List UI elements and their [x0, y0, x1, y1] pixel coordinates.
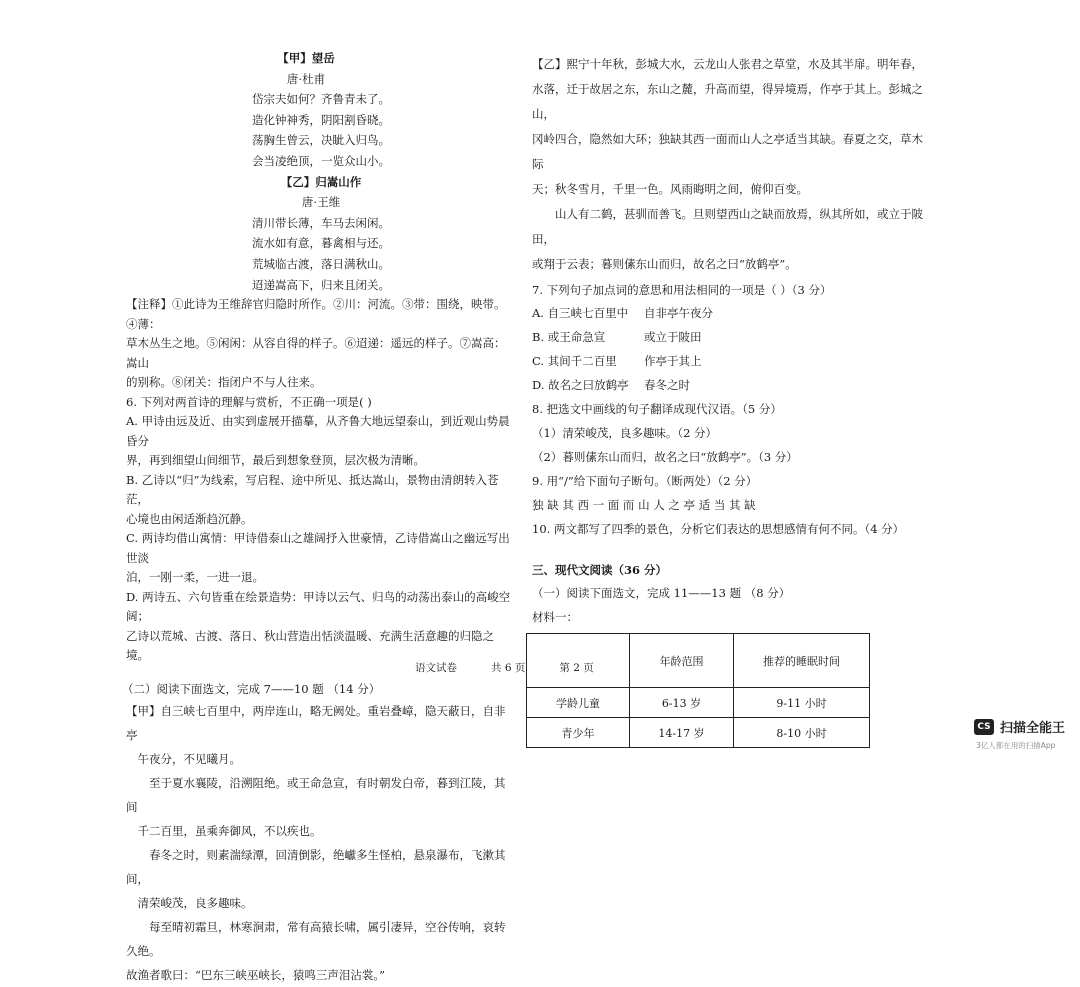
poem1-line: 岱宗夫如何？齐鲁青未了。	[252, 92, 390, 107]
passage-line: 或翔于云表；暮则傃东山而归，故名之曰“放鹤亭”。	[532, 257, 797, 271]
option-a: A. 甲诗由远及近、由实到虚展开描摹，从齐鲁大地远望泰山，到近观山势晨昏分 界，再到细望山间细节，最后到想象登顶，层次极为清晰。	[126, 414, 510, 468]
question-7	[532, 281, 927, 397]
passage-line: 千二百里，虽乘奔御风，不以疾也。	[137, 824, 322, 839]
watermark-subtitle: 3亿人都在用的扫描App	[976, 741, 1056, 750]
poem2-line: 迢递嵩高下，归来且闭关。	[252, 277, 390, 292]
question-stem: 9. 用“/”给下面句子断句。（断两处）（2 分）	[532, 473, 758, 488]
poem1-line: 会当凌绝顶，一览众山小。	[252, 153, 390, 168]
poem2-title: 【乙】归嵩山作	[280, 174, 362, 189]
table-row	[527, 718, 870, 748]
passage-jia	[126, 699, 516, 987]
passage-line: 午夜分，不见曦月。	[137, 752, 241, 767]
passage-yi	[532, 52, 927, 277]
annotation-line: 的别称。⑧闭关：指闭户不与人往来。	[126, 375, 322, 390]
table-cell: 6-13 岁	[630, 688, 734, 718]
poem2-line: 清川带长薄，车马去闲闲。	[252, 215, 390, 230]
page-footer	[415, 660, 594, 675]
table-cell: 8-10 小时	[734, 718, 870, 748]
passage-line: 山人有二鹤，甚驯而善飞。旦则望西山之缺而放焉，纵其所如，或立于陂田，	[532, 207, 923, 246]
scanner-watermark	[974, 717, 1065, 751]
right-column	[532, 52, 927, 748]
camscanner-logo-icon: CS	[974, 719, 994, 735]
question-9	[532, 469, 927, 517]
poem1-title: 【甲】望岳	[277, 51, 335, 65]
question-stem: 6. 下列对两首诗的理解与赏析，不正确一项是( )	[126, 394, 372, 409]
section-3-title: 三、现代文阅读（36 分）	[532, 562, 668, 577]
annotation	[126, 295, 516, 393]
section-3-sub: （一）阅读下面选文，完成 11——13 题 （8 分）	[532, 586, 791, 600]
punctuation-sentence: 独 缺 其 西 一 面 而 山 人 之 亭 适 当 其 缺	[532, 497, 756, 512]
annotation-line: 【注释】①此诗为王维辞官归隐时所作。②川：河流。③带：围绕，映带。④薄：	[126, 297, 506, 331]
section-2-title: （二）阅读下面选文，完成 7——10 题 （14 分）	[122, 681, 381, 696]
option-c: C. 两诗均借山寓情：甲诗借泰山之雄阔抒入世豪情，乙诗借嵩山之幽远写出世淡 泊，一刚一柔，一进一退。	[126, 531, 510, 585]
table-cell: 青少年	[527, 718, 630, 748]
table-header: 年龄范围	[630, 634, 734, 688]
annotation-line: 草木丛生之地。⑤闲闲：从容自得的样子。⑥迢递：遥远的样子。⑦嵩高：嵩山	[126, 336, 506, 370]
poem1-line: 荡胸生曾云，决眦入归鸟。	[252, 133, 390, 148]
table-row	[527, 688, 870, 718]
question-6	[126, 393, 516, 666]
sleep-table	[526, 633, 870, 748]
left-column	[122, 48, 516, 987]
sub-question: （1）清荣峻茂，良多趣味。（2 分）	[532, 425, 718, 440]
sub-question: （2）暮则傃东山而归，故名之曰“放鹤亭”。（3 分）	[532, 449, 798, 464]
option-b: B. 或王命急宣 或立于陂田	[532, 329, 702, 344]
footer-page: 第 2 页	[559, 662, 594, 674]
question-stem: 8. 把选文中画线的句子翻译成现代汉语。（5 分）	[532, 401, 782, 416]
passage-line: 水落，迁于故居之东，东山之麓，升高而望，得异境焉，作亭于其上。彭城之山，	[532, 82, 923, 121]
footer-name: 语文试卷	[415, 662, 457, 674]
passage-line: 至于夏水襄陵，沿溯阻绝。或王命急宣，有时朝发白帝，暮到江陵，其间	[126, 776, 506, 815]
question-stem: 7. 下列句子加点词的意思和用法相同的一项是（ ）（3 分）	[532, 283, 832, 297]
question-8	[532, 397, 927, 469]
poem1-line: 造化钟神秀，阴阳割昏晓。	[252, 112, 390, 127]
option-a: A. 自三峡七百里中 自非亭午夜分	[532, 305, 713, 320]
poem2-author: 唐·王维	[301, 195, 341, 210]
passage-line: 冈岭四合，隐然如大环；独缺其西一面而山人之亭适当其缺。春夏之交，草木际	[532, 132, 923, 171]
table-cell: 学龄儿童	[527, 688, 630, 718]
passage-line: 每至晴初霜旦，林寒涧肃，常有高猿长啸，属引凄异，空谷传响，哀转久绝。	[126, 920, 506, 959]
option-d: D. 两诗五、六句皆重在绘景造势：甲诗以云气、归鸟的动荡出泰山的高峻空阔； 乙诗以荒城、古渡、落日、秋山营造出恬淡温暖、充满生活意趣的归隐之境。	[126, 589, 511, 663]
poem2-line: 荒城临古渡，落日满秋山。	[252, 256, 390, 271]
passage-line: 清荣峻茂，良多趣味。	[137, 896, 253, 911]
material-label: 材料一：	[532, 609, 578, 624]
watermark-name: 扫描全能王	[1000, 721, 1066, 736]
passage-line: 故渔者歌曰：“巴东三峡巫峡长，猿鸣三声泪沾裳。”	[126, 968, 386, 983]
option-c: C. 其间千二百里 作亭于其上	[532, 353, 702, 368]
passage-line: 春冬之时，则素湍绿潭，回清倒影，绝巘多生怪柏，悬泉瀑布，飞漱其间，	[126, 848, 506, 887]
passage-line: 【甲】自三峡七百里中，两岸连山，略无阙处。重岩叠嶂，隐天蔽日，自非亭	[126, 704, 506, 743]
option-b: B. 乙诗以“归”为线索，写启程、途中所见、抵达嵩山，景物由清朗转入苍茫， 心境也由闲适渐趋沉静。	[126, 472, 499, 526]
table-header: 推荐的睡眠时间	[734, 634, 870, 688]
table-cell: 9-11 小时	[734, 688, 870, 718]
option-d: D. 故名之曰放鹤亭 春冬之时	[532, 377, 690, 392]
passage-line: 天；秋冬雪月，千里一色。风雨晦明之间，俯仰百变。	[532, 182, 808, 196]
poem1-author: 唐·杜甫	[286, 71, 326, 86]
table-cell: 14-17 岁	[630, 718, 734, 748]
poem2-line: 流水如有意，暮禽相与还。	[252, 236, 390, 251]
passage-line: 【乙】熙宁十年秋，彭城大水，云龙山人张君之草堂，水及其半扉。明年春，	[532, 57, 923, 71]
footer-total: 共 6 页	[491, 662, 526, 674]
question-10: 10. 两文都写了四季的景色，分析它们表达的思想感情有何不同。（4 分）	[532, 521, 905, 536]
